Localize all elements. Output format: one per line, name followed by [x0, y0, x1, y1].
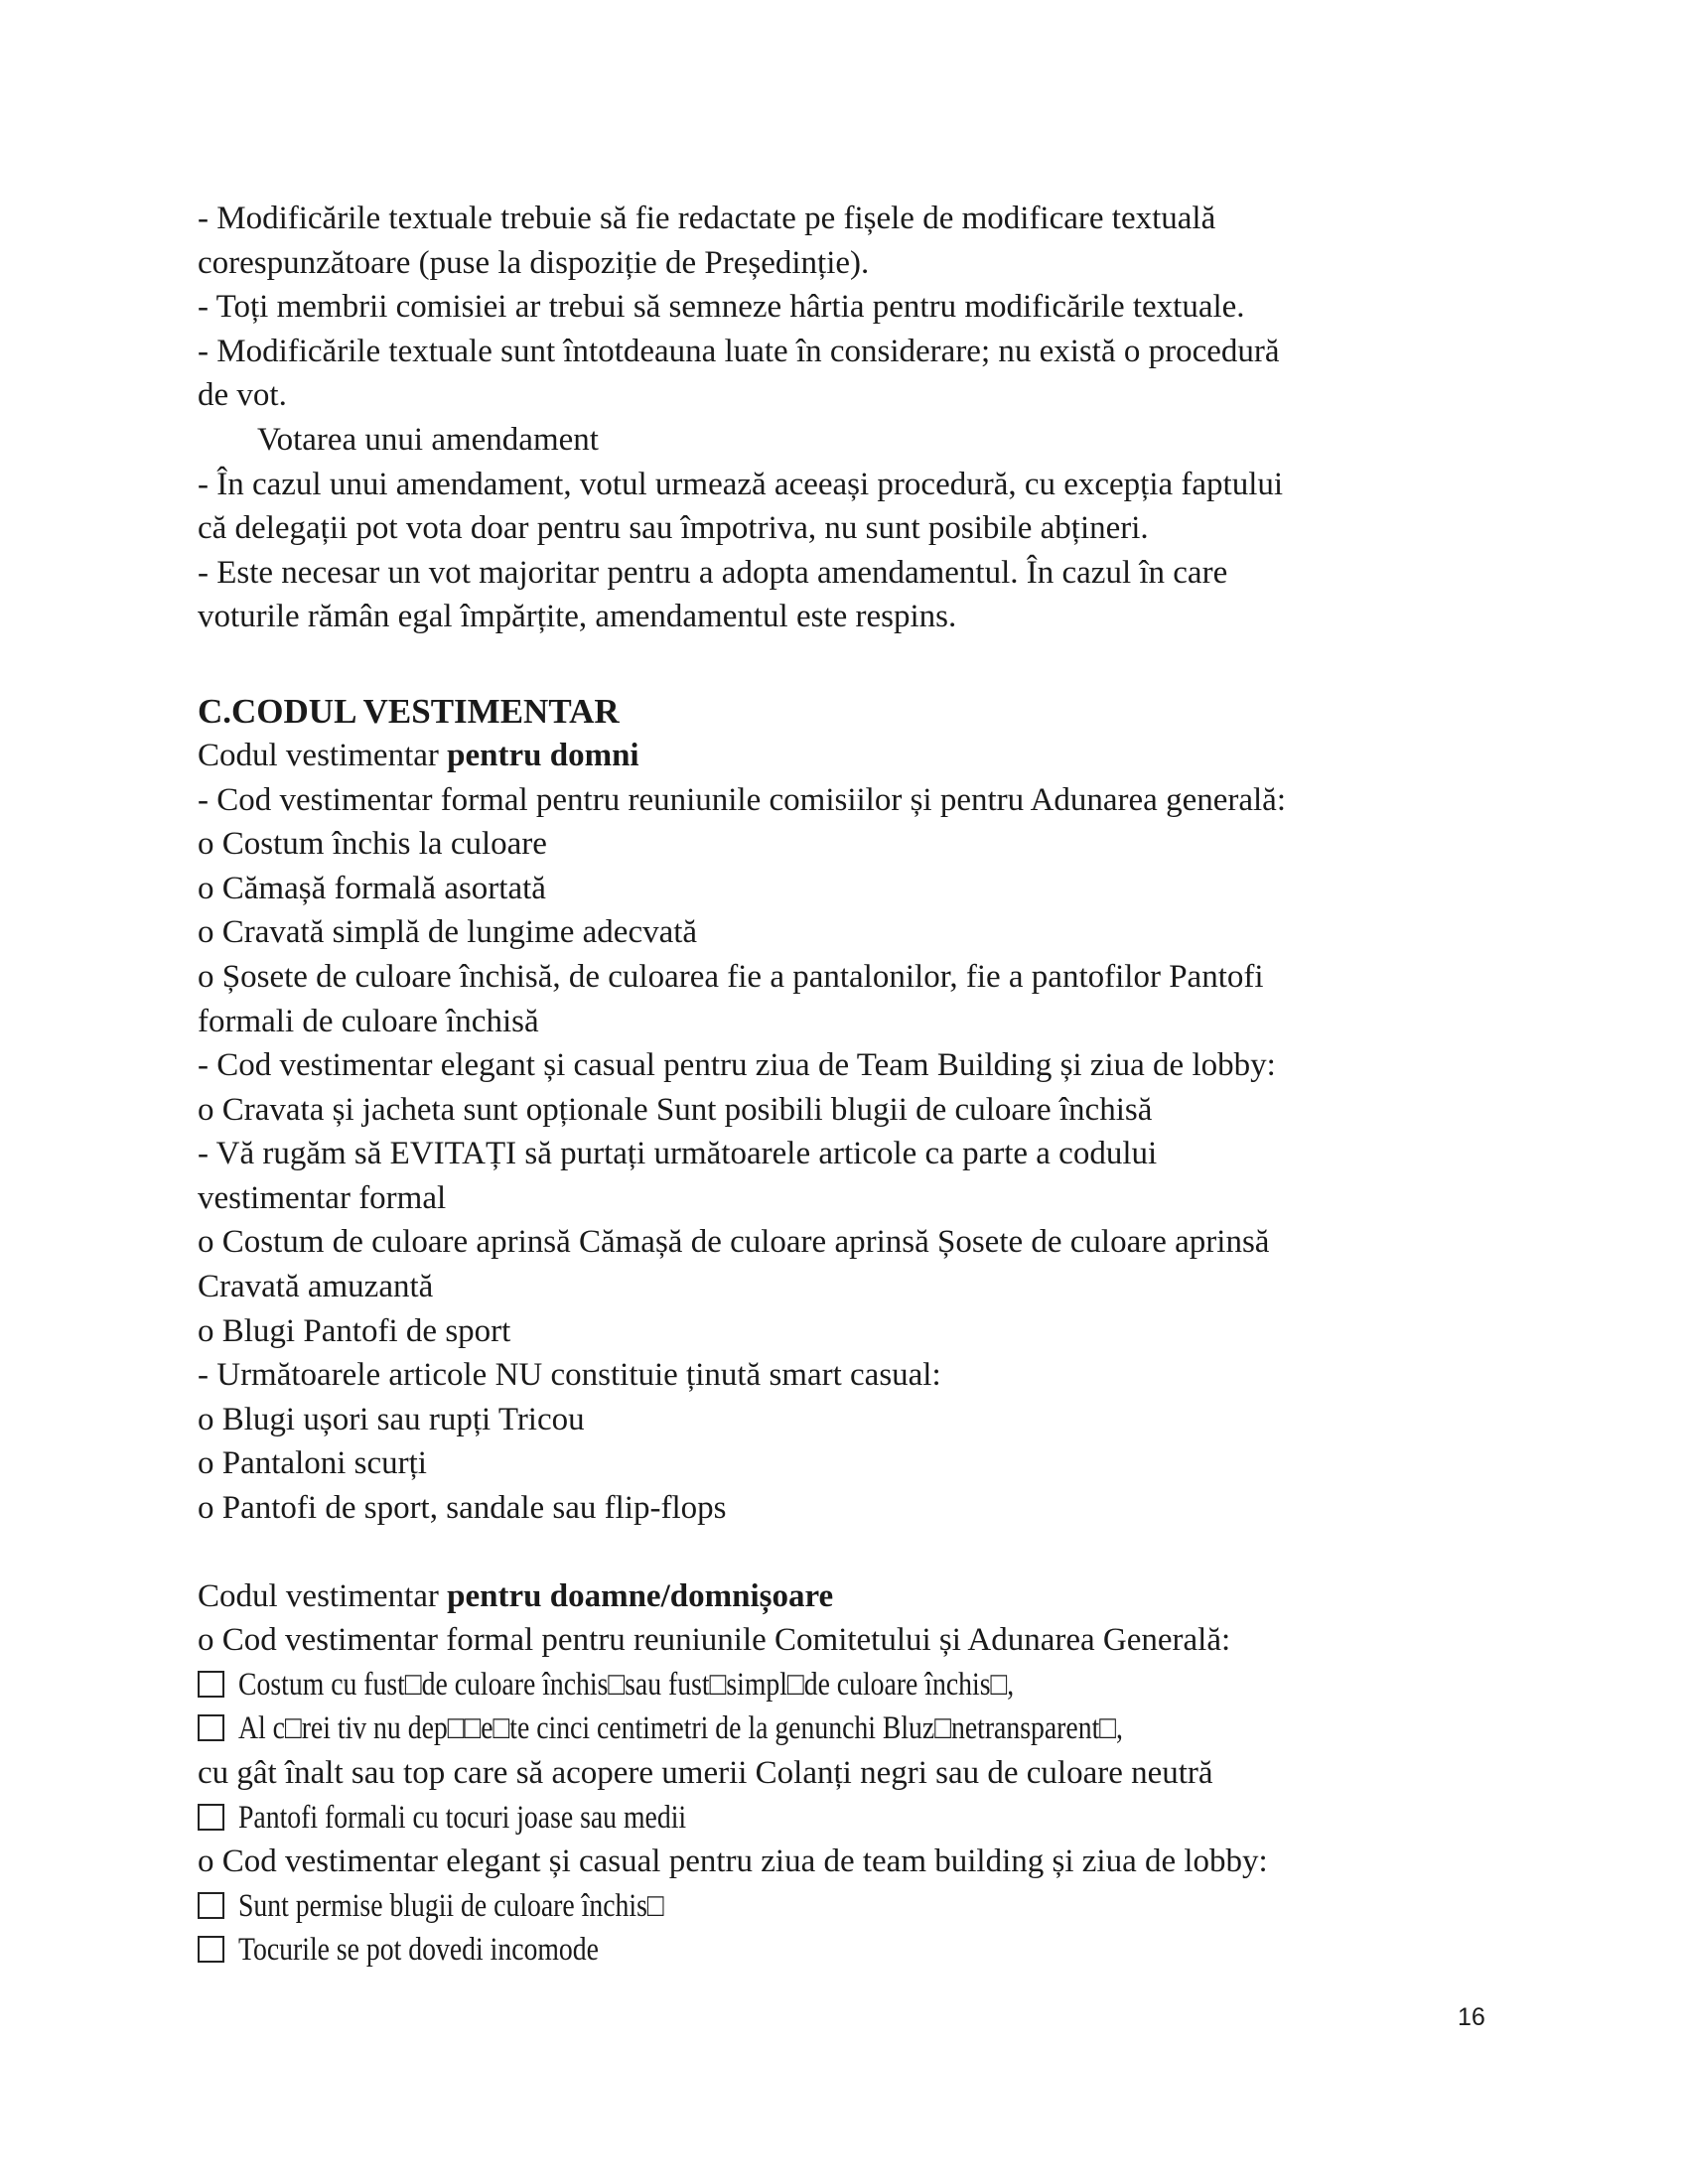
- checkbox-label: Pantofi formali cu tocuri joase sau medii: [238, 1799, 687, 1836]
- list-item: o Blugi ușori sau rupți Tricou: [198, 1401, 585, 1437]
- subheading-voting-amendment: Votarea unui amendament: [257, 421, 599, 458]
- list-item: o Costum de culoare aprinsă Cămașă de culoare aprinsă Șosete de culoare aprinsă: [198, 1224, 1270, 1261]
- text-line: de vot.: [198, 377, 287, 414]
- section-title: C.CODUL VESTIMENTAR: [198, 691, 620, 731]
- checkbox-icon: [198, 1892, 224, 1919]
- checkbox-icon: [198, 1804, 224, 1831]
- text-line: vestimentar formal: [198, 1179, 447, 1216]
- text-line: - Este necesar un vot majoritar pentru a adopta amendamentul. În cazul în care: [198, 554, 1228, 591]
- page-number: 16: [1458, 2003, 1485, 2031]
- checkbox-icon: [198, 1936, 224, 1963]
- checkbox-icon: [198, 1671, 224, 1698]
- text-line: - Toți membrii comisiei ar trebui să semneze hârtia pentru modificările textuale.: [198, 289, 1245, 326]
- text-line: cu gât înalt sau top care să acopere umerii Colanți negri sau de culoare neutră: [198, 1755, 1213, 1791]
- heading-bold: pentru domni: [447, 737, 639, 773]
- list-item: o Cravata și jacheta sunt opționale Sunt posibili blugii de culoare închisă: [198, 1091, 1153, 1128]
- checkbox-label: Costum cu fust□de culoare închis□sau fust□simpl□de culoare închis□,: [238, 1666, 1015, 1703]
- heading-prefix: Codul vestimentar: [198, 1577, 448, 1614]
- list-item: o Pantaloni scurți: [198, 1445, 427, 1482]
- list-item-continued: formali de culoare închisă: [198, 1003, 539, 1039]
- text-line: corespunzătoare (puse la dispoziție de Președinție).: [198, 244, 870, 281]
- checkbox-item: [198, 1663, 1508, 1707]
- heading-bold: pentru doamne/domnișoare: [447, 1577, 834, 1614]
- text-line: - Cod vestimentar elegant și casual pentru ziua de Team Building și ziua de lobby:: [198, 1047, 1276, 1084]
- checkbox-label: Sunt permise blugii de culoare închis□: [238, 1887, 664, 1924]
- spacer: [198, 639, 1508, 690]
- women-dress-code-heading: [198, 1574, 1508, 1619]
- text-line: voturile rămân egal împărțite, amendamentul este respins.: [198, 599, 957, 635]
- checkbox-item: [198, 1796, 1508, 1841]
- list-item: o Șosete de culoare închisă, de culoarea fie a pantalonilor, fie a pantofilor Pantofi: [198, 958, 1264, 995]
- text-line: - Modificările textuale trebuie să fie redactate pe fișele de modificare textuală: [198, 201, 1216, 236]
- checkbox-icon: [198, 1714, 224, 1741]
- checkbox-label: Al c□rei tiv nu dep□□e□te cinci centimetri de la genunchi Bluz□netransparent□,: [238, 1710, 1123, 1747]
- list-item: o Costum închis la culoare: [198, 826, 547, 863]
- checkbox-item: [198, 1706, 1508, 1751]
- list-item: o Blugi Pantofi de sport: [198, 1312, 511, 1349]
- checkbox-item: [198, 1884, 1508, 1929]
- document-page: [198, 197, 1508, 1973]
- text-line: că delegații pot vota doar pentru sau împotriva, nu sunt posibile abțineri.: [198, 510, 1149, 547]
- list-item: o Cod vestimentar formal pentru reuniunile Comitetului și Adunarea Generală:: [198, 1622, 1231, 1659]
- heading-prefix: Codul vestimentar: [198, 737, 448, 773]
- checkbox-label: Tocurile se pot dovedi incomode: [238, 1932, 599, 1969]
- text-line: - În cazul unui amendament, votul urmează aceeași procedură, cu excepția faptului: [198, 466, 1284, 502]
- list-item: o Cod vestimentar elegant și casual pentru ziua de team building și ziua de lobby:: [198, 1843, 1268, 1880]
- spacer: [198, 1531, 1508, 1574]
- men-dress-code-heading: [198, 734, 1508, 778]
- text-line: - Cod vestimentar formal pentru reuniunile comisiilor și pentru Adunarea generală:: [198, 781, 1286, 818]
- list-item: o Pantofi de sport, sandale sau flip-flops: [198, 1490, 727, 1527]
- text-line: - Următoarele articole NU constituie ținută smart casual:: [198, 1357, 941, 1394]
- text-line: - Vă rugăm să EVITAȚI să purtați următoarele articole ca parte a codului: [198, 1136, 1158, 1172]
- text-line: - Modificările textuale sunt întotdeauna luate în considerare; nu există o procedură: [198, 333, 1280, 369]
- list-item-continued: Cravată amuzantă: [198, 1269, 434, 1305]
- list-item: o Cravată simplă de lungime adecvată: [198, 914, 698, 951]
- checkbox-item: [198, 1928, 1508, 1973]
- list-item: o Cămașă formală asortată: [198, 870, 546, 906]
